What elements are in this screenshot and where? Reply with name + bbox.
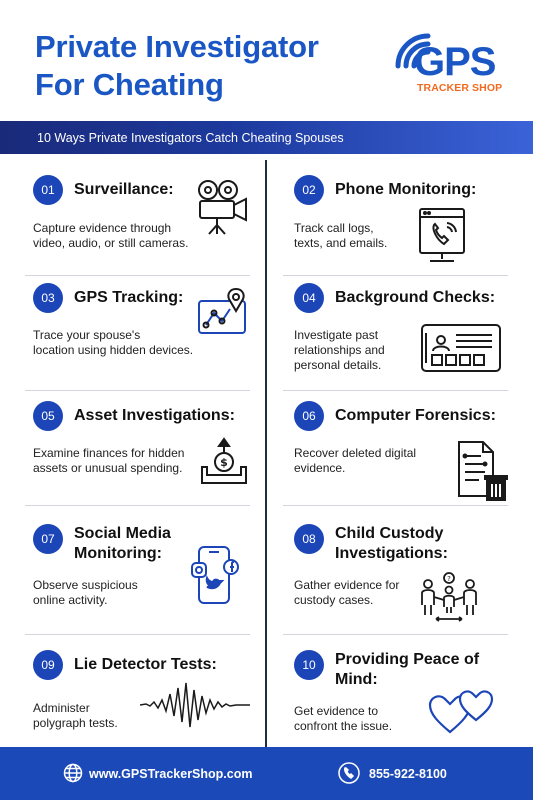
money-box-icon (199, 437, 249, 485)
item-number-badge: 05 (33, 401, 63, 431)
column-divider (265, 160, 267, 747)
gps-tracker-shop-logo (392, 24, 507, 104)
gps-tablet-icon (196, 287, 250, 337)
item-description: Capture evidence through video, audio, or still cameras. (33, 221, 189, 250)
logo-sub-text: TRACKER SHOP (417, 82, 503, 94)
item-number-badge: 06 (294, 401, 324, 431)
page-title (35, 28, 319, 104)
row-divider (25, 275, 250, 276)
item-description: Investigate past relationships and personal details. (294, 328, 385, 372)
row-divider (283, 275, 508, 276)
waveform-icon (140, 680, 250, 730)
item-description: Observe suspicious online activity. (33, 578, 138, 607)
item-number-badge: 07 (33, 524, 63, 554)
item-description: Administer polygraph tests. (33, 701, 118, 730)
item-heading: Child Custody Investigations: (335, 525, 448, 562)
item-heading: Providing Peace of Mind: (335, 651, 480, 688)
item-description: Recover deleted digital evidence. (294, 446, 417, 475)
svg-text:?: ? (447, 575, 451, 583)
row-divider (283, 634, 508, 635)
item-description: Get evidence to confront the issue. (294, 704, 393, 733)
row-divider (25, 634, 250, 635)
phone-number-link[interactable]: 855-922-8100 (369, 767, 447, 781)
item-number-badge: 10 (294, 650, 324, 680)
item-description: Gather evidence for custody cases. (294, 578, 400, 607)
item-number-badge: 09 (33, 650, 63, 680)
title-line-1: Private Investigator (35, 29, 319, 64)
row-divider (25, 505, 250, 506)
title-line-2: For Cheating (35, 67, 224, 102)
item-heading: Asset Investigations: (74, 407, 235, 424)
globe-icon (63, 763, 83, 783)
footer-bar (0, 747, 533, 800)
item-heading: Phone Monitoring: (335, 181, 477, 198)
website-link[interactable]: www.GPSTrackerShop.com (89, 767, 253, 781)
item-description: Track call logs, texts, and emails. (294, 221, 388, 250)
item-description: Trace your spouse's location using hidden devices. (33, 328, 194, 357)
logo-main-text: GPS (414, 40, 496, 84)
item-heading: Lie Detector Tests: (74, 656, 217, 673)
document-trash-icon (455, 440, 509, 502)
phone-monitor-icon (414, 207, 470, 265)
row-divider (25, 390, 250, 391)
item-description: Examine finances for hidden assets or unusual spending. (33, 446, 185, 475)
row-divider (283, 505, 508, 506)
phone-icon (338, 762, 360, 784)
id-card-icon (420, 323, 502, 373)
item-number-badge: 08 (294, 524, 324, 554)
hearts-icon (428, 684, 500, 736)
item-number-badge: 03 (33, 283, 63, 313)
subtitle-text: 10 Ways Private Investigators Catch Cheating Spouses (37, 131, 344, 145)
item-heading: Background Checks: (335, 289, 496, 306)
svg-text:$: $ (220, 456, 228, 469)
item-number-badge: 02 (294, 175, 324, 205)
item-heading: Computer Forensics: (335, 407, 496, 424)
social-phone-icon (189, 545, 241, 607)
row-divider (283, 390, 508, 391)
item-number-badge: 01 (33, 175, 63, 205)
family-icon (418, 571, 480, 623)
item-heading: GPS Tracking: (74, 289, 184, 306)
subtitle-bar (0, 121, 533, 154)
item-number-badge: 04 (294, 283, 324, 313)
video-camera-icon (192, 178, 250, 236)
item-heading: Surveillance: (74, 181, 174, 198)
item-heading: Social Media Monitoring: (74, 525, 171, 562)
